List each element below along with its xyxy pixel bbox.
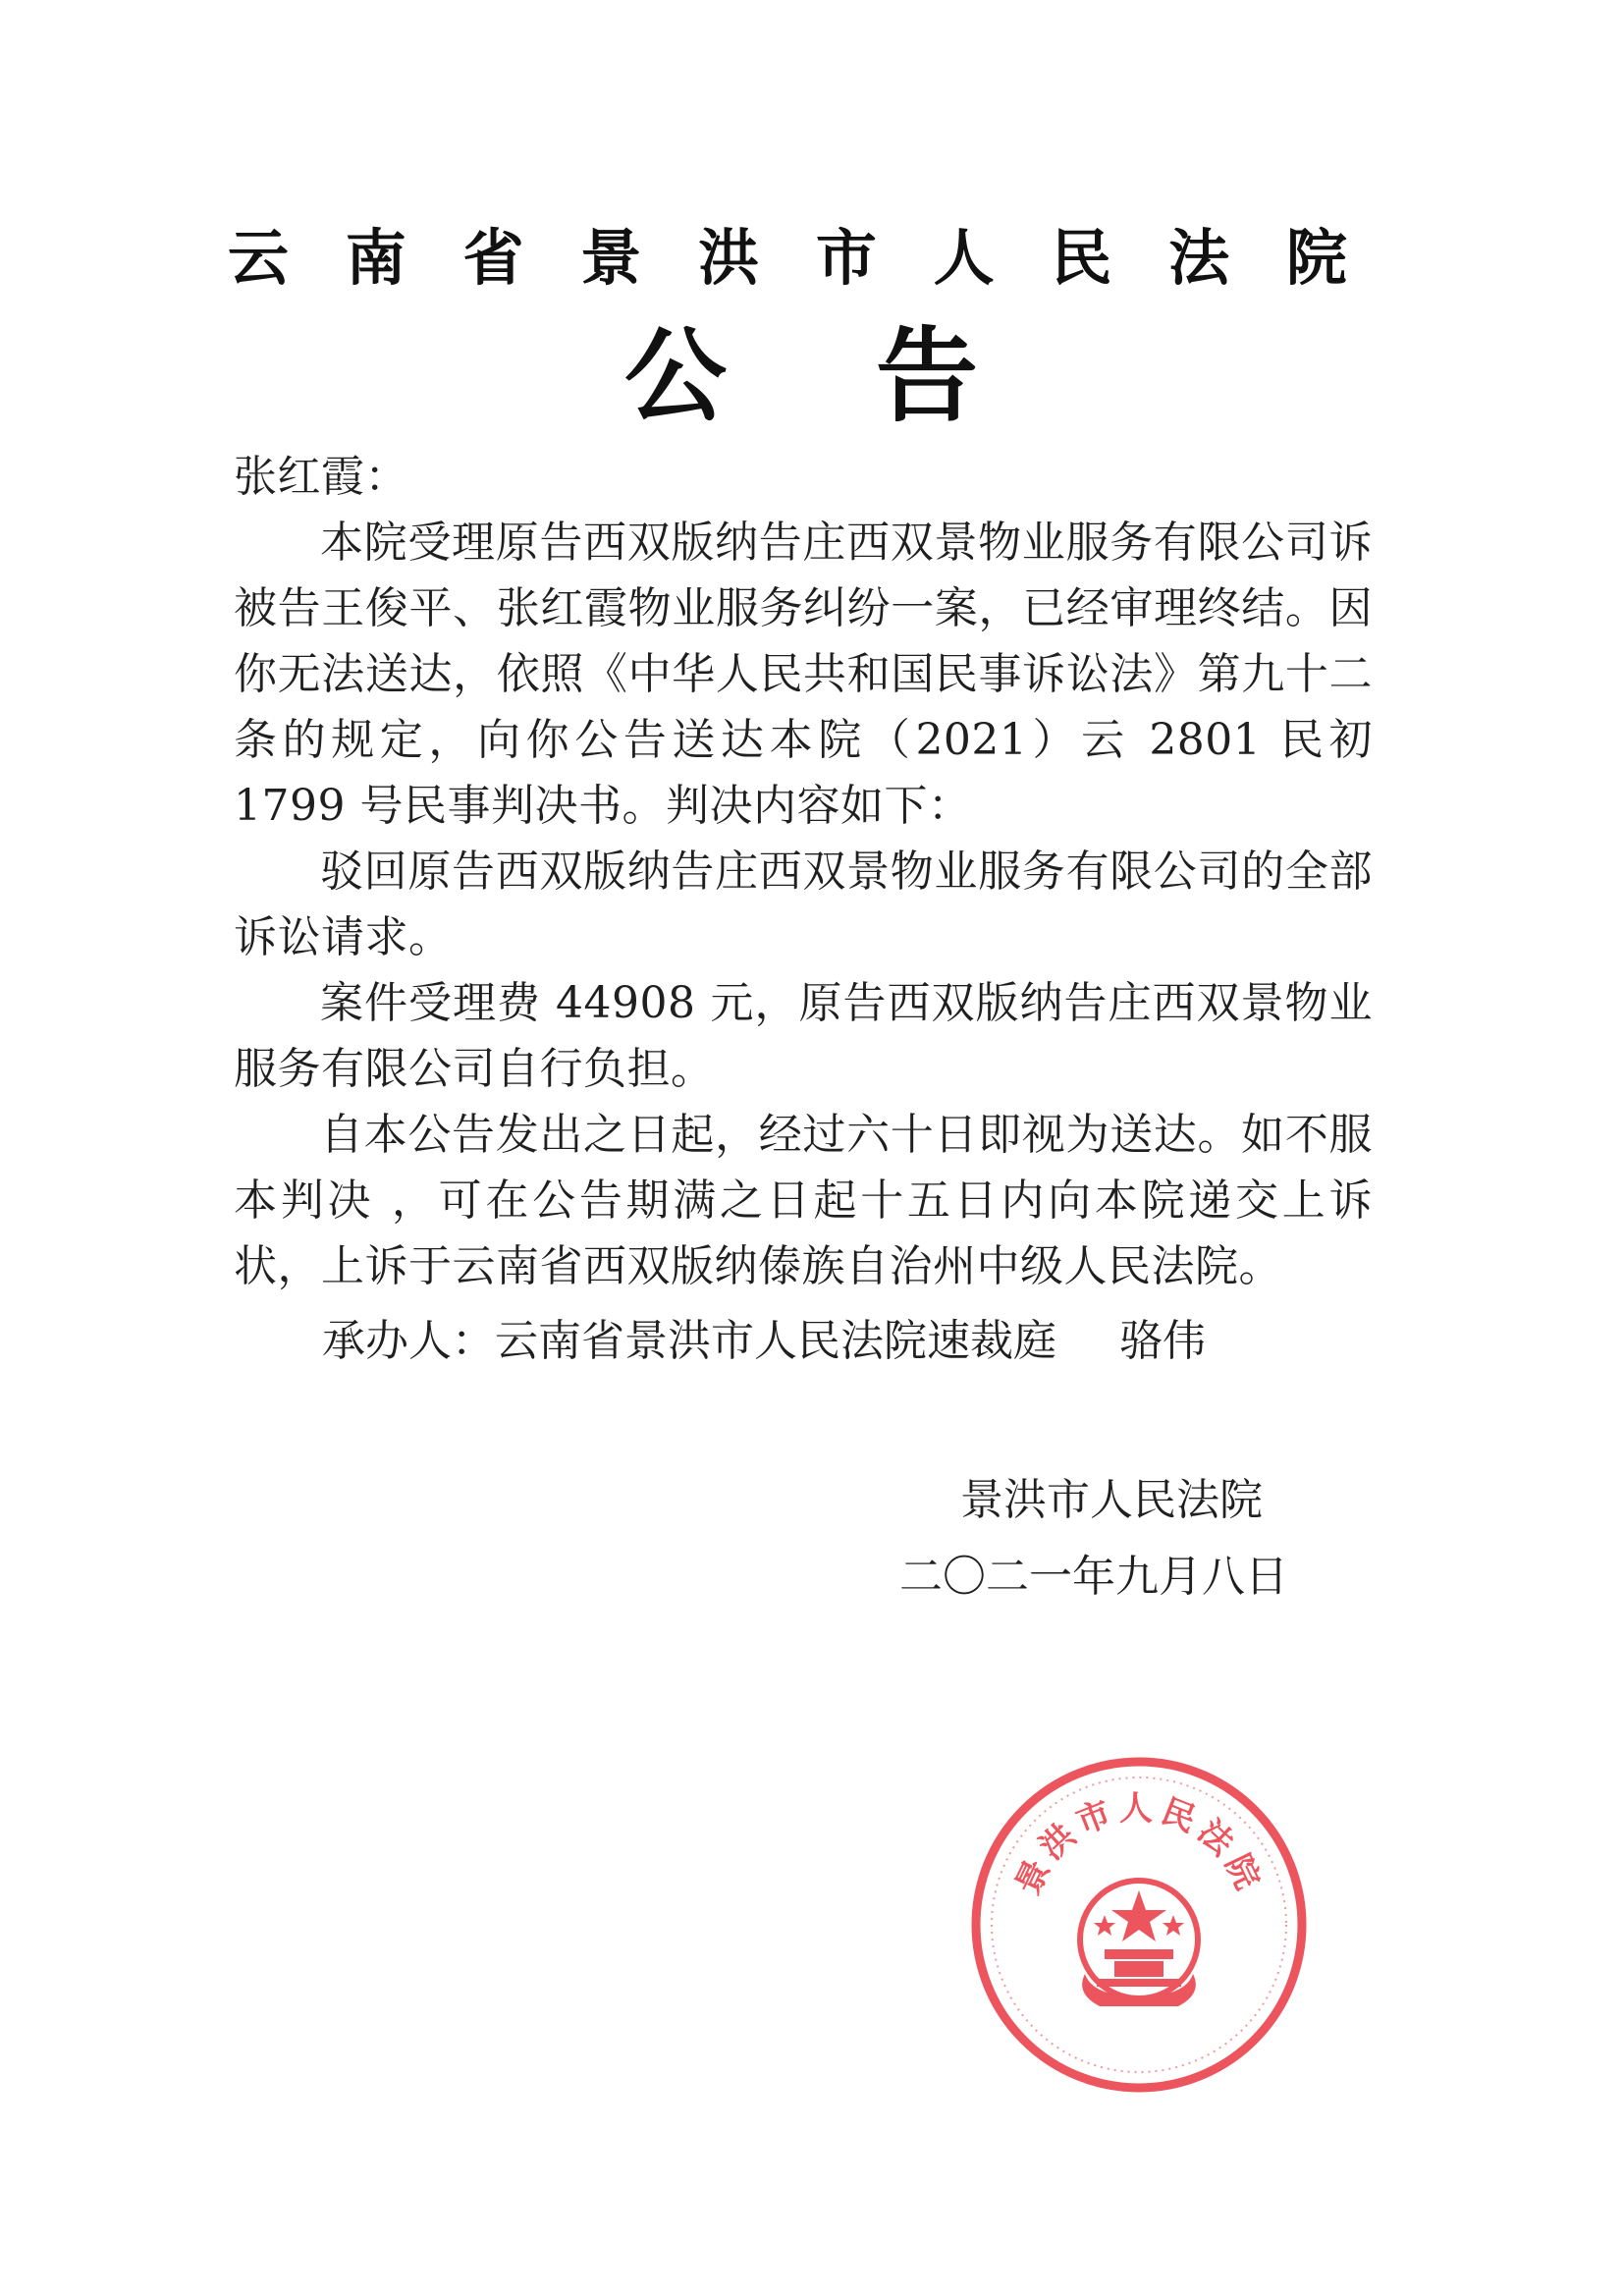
court-name-char: 法: [1168, 222, 1230, 294]
court-name-char: 云: [228, 222, 290, 294]
notice-heading: [624, 312, 978, 440]
seal-text: 景洪市人民法院: [1007, 1789, 1271, 1901]
case-handler: [322, 1308, 1206, 1374]
court-name-char: 省: [462, 222, 524, 294]
handler-name: 骆伟: [1119, 1316, 1206, 1366]
paragraph-fee: 案件受理费 44908 元，原告西双版纳告庄西双景物业服务有限公司自行负担。: [234, 978, 1373, 1094]
signature-date: 二〇二一年九月八日: [899, 1552, 1288, 1602]
paragraph-case-intro: 本院受理原告西双版纳告庄西双景物业服务有限公司诉被告王俊平、张红霞物业服务纠纷一案，已经审理终结。因你无法送达，依照《中华人民共和国民事诉讼法》第九十二条的规定，向你公告送达本院（2021）云 2801 民初 1799 号民事判决书。判决内容如下：: [234, 518, 1373, 831]
paragraph-appeal: 自本公告发出之日起，经过六十日即视为送达。如不服本判决 ，可在公告期满之日起十五日内向本院递交上诉状，上诉于云南省西双版纳傣族自治州中级人民法院。: [234, 1110, 1373, 1291]
court-name-char: 南: [345, 222, 406, 294]
court-name-char: 人: [933, 222, 995, 294]
court-seal-icon: [967, 1753, 1311, 2097]
paragraph-judgment: 驳回原告西双版纳告庄西双景物业服务有限公司的全部诉讼请求。: [234, 847, 1373, 962]
notice-body: [234, 444, 1373, 1299]
signature-court: 景洪市人民法院: [960, 1475, 1263, 1525]
national-emblem-icon: [1080, 1881, 1198, 2006]
court-name-char: 市: [815, 222, 877, 294]
handler-label: 承办人：云南省景洪市人民法院速裁庭: [322, 1316, 1056, 1366]
court-name-char: 民: [1051, 222, 1112, 294]
court-name-heading: [228, 214, 1347, 302]
notice-char: 公: [624, 316, 728, 436]
court-name-char: 景: [580, 222, 642, 294]
court-name-char: 院: [1285, 222, 1347, 294]
addressee: 张红霞：: [234, 452, 408, 502]
court-name-char: 洪: [698, 222, 760, 294]
notice-char: 告: [875, 316, 978, 436]
